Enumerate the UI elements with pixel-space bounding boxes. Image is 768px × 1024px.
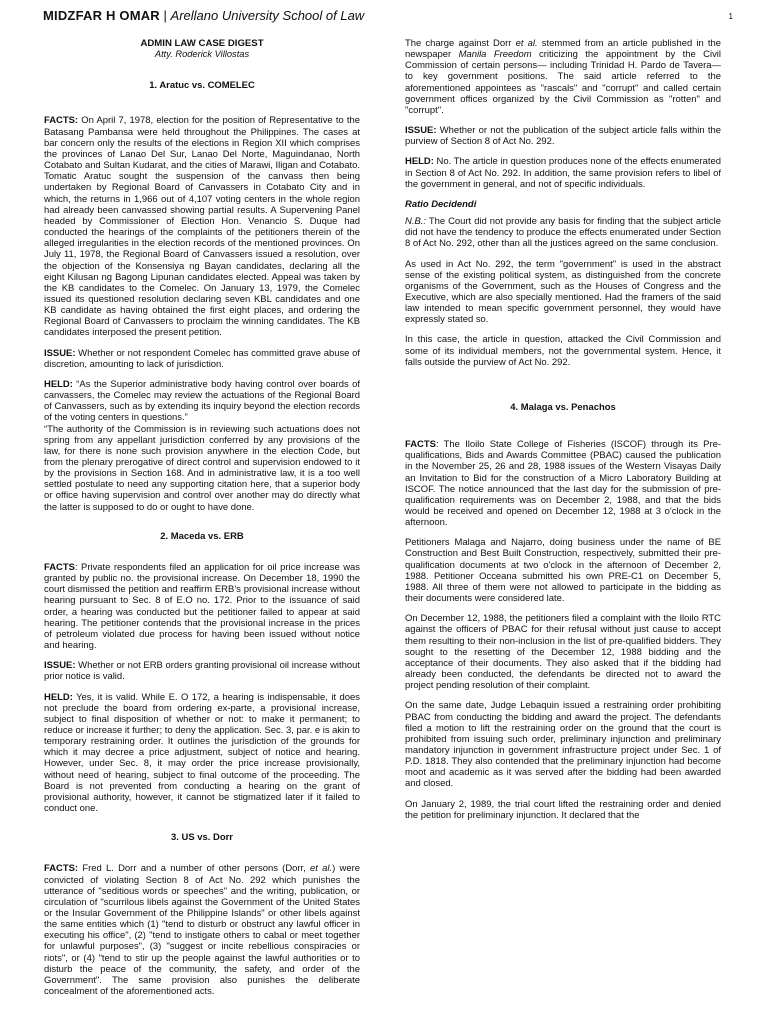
held-label: HELD: <box>405 156 434 168</box>
held-text: “As the Superior administrative body having control over boards of canvassers, the Comelec may review the actuations of the Regional Board of Canvassers, such as by extending its inquiry beyond the election records of the voting centers in questions.” <box>44 378 360 424</box>
case-4-facts-3: On December 12, 1988, the petitioners filed a complaint with the Iloilo RTC against the officers of PBAC for their refusal without just cause to accept them resulting to their non-inclusion in the list of pre-qualified bidders. They sought to the resetting of the December 12, 1988 bidding and the acceptance of their documents. They also asked that if the bidding had already been conducted, the defendants be directed not to award the project pending resolution of their complaint. <box>405 613 721 692</box>
document-subtitle: Atty. Roderick Villostas <box>154 49 250 60</box>
case-3-heading: 3. US vs. Dorr <box>171 832 233 844</box>
facts-text: : The Iloilo State College of Fisheries (ISCOF) through its Pre-qualifications, Bids and Awards Committee (PBAC) caused the publication in the November 25, 26 and 28, 1988 issues of the Western Visayas Daily an Invitation to Bid for the construction of a Micro Laboratory Building at ISCOF. The notice announced that the last day for the submission of pre-qualification requirements was on December 2, 1988, and that the bids would be received and opened on December 12, 1988 at 3 o'clock in the afternoon. <box>405 439 721 529</box>
case-2-heading: 2. Maceda vs. ERB <box>160 530 244 542</box>
issue-label: ISSUE: <box>44 660 76 672</box>
case-2-facts <box>44 562 360 651</box>
header-school: Arellano University School of Law <box>170 8 365 23</box>
case-2-issue <box>44 660 360 682</box>
et-al: et al. <box>515 38 538 49</box>
left-column <box>44 38 360 1006</box>
case-3-facts <box>44 863 360 997</box>
case-4-facts <box>405 439 721 528</box>
case-3-ratio-2: As used in Act No. 292, the term "government" is used in the abstract sense of the existing political system, as distinguished from the concrete organisms of the Government, such as the Houses of Congress and the Executive, which are also specially mentioned. Had the framers of the said law intended to mean specific government personnel, they would have expressly stated so. <box>405 258 721 326</box>
case-3-issue <box>405 125 721 147</box>
page-number: 1 <box>728 12 733 21</box>
document-title: ADMIN LAW CASE DIGEST <box>140 38 264 49</box>
case-4-facts-2: Petitioners Malaga and Najarro, doing business under the name of BE Construction and Best Built Construction, respectively, submitted their pre-qualification documents at two o'clock in the afternoon of December 2, 1988. Petitioner Occeana submitted his own PRE-C1 on December 5, 1988. All three of them were not allowed to participate in the bidding as their documents were considered late. <box>405 537 721 605</box>
case-3-nb <box>405 216 721 249</box>
document-title-block <box>44 38 360 60</box>
facts-label: FACTS: <box>44 863 79 875</box>
facts-text: On April 7, 1978, election for the position of Representative to the Batasang Pambansa were held throughout the Philippines. The cases at bar concern only the results of the elections in Region XII which comprises the provinces of Lanao Del Sur, Lanao Del Norte, Maguindanao, North Cotabato and Sultan Kudarat, and the cities of Marawi, Iligan and Cotabato. Tomatic Aratuc sought the suspension of the canvass then being undertaken by Regional Board of Canvassers in Cotabato City and in which, the returns in 1,966 out of 4,107 voting centers in the whole region had already been canvassed showing partial results. A Supervening Panel headed by Commissioner of Election Hon. Venancio S. Duque had conducted the hearings of the complaints of the petitioners therein of the alleged irregularities in the election records of the mentioned provinces. On July 11, 1978, the Regional Board of Canvassers issued a resolution, over the objection of the Konsensiya ng Bayan candidates, declaring all the eight Kilusan ng Bagong Lipunan candidates elected. Appeal was taken by the KB candidates to the Comelec. On January 13, 1979, the Comelec issued its questioned resolution declaring seven KBL candidates and one KB candidate as having obtained the first eight places, and ordering the Regional Board of Canvassers to proclaim the winning candidates. The KB candidates interposed the present petition. <box>44 115 360 339</box>
held-text: No. The article in question produces none of the effects enumerated in Section 8 of Act No. 292. In addition, the same provision refers to libel of the government in general, and not of specific individuals. <box>405 156 721 190</box>
held-label: HELD: <box>44 378 73 390</box>
case-1-held <box>44 379 360 424</box>
facts-text: Fred L. Dorr and a number of other persons (Dorr, <box>78 863 311 875</box>
held-label: HELD: <box>44 691 73 703</box>
header-author: MIDZFAR H OMAR <box>43 8 160 23</box>
charge-text-continued: stemmed from an article published in the newspaper <box>405 38 721 61</box>
charge-text-end: criticizing the appointment by the Civil Commission of certain persons— including Trinidad H. Pardo de Tavera— to key government positions. The said article referred to the aforementioned appointees as "rascals" and "corrupt" and called certain government offices organized by the Civil Commission as "rotten" and "corrupt". <box>405 49 721 116</box>
newspaper-name: Manila Freedom <box>458 49 532 61</box>
case-1-heading: 1. Aratuc vs. COMELEC <box>149 80 255 92</box>
issue-text: Whether or not respondent Comelec has committed grave abuse of discretion, amounting to lack of jurisdiction. <box>44 347 360 370</box>
facts-label: FACTS: <box>44 115 79 127</box>
case-1-facts <box>44 115 360 338</box>
facts-text: : Private respondents filed an application for oil price increase was granted by public no. the provisional increase. On December 18, 1990 the court dismissed the petition and reaffirm ERB’s provisional increase without hearing pursuant to Sec. 8 of E.O no. 172. Prior to the issuance of said order, a hearing was conducted but the petitioner failed to appear at said hearing. The petitioner contends that the provisional increase in the prices of petroleum violated due process for having been issued without notice and hearing. <box>44 561 360 652</box>
facts-label: FACTS <box>44 561 75 573</box>
et-al: et al. <box>310 863 333 875</box>
facts-label: FACTS <box>405 439 436 451</box>
case-3-charge <box>405 38 721 116</box>
case-4-facts-4: On the same date, Judge Lebaquin issued a restraining order prohibiting PBAC from conducting the bidding and award the project. The defendants filed a motion to lift the restraining order on the ground that the court is prohibited from issuing such order, preliminary injunction and preliminary mandatory injunction in government infrastructure project under Sec. 1 of P.D. 1818. They also contended that the preliminary injunction had become moot and academic as it was served after the bidding had been awarded and closed. <box>405 700 721 790</box>
charge-text: The charge against Dorr <box>405 38 516 49</box>
case-3-held <box>405 156 721 189</box>
facts-text-continued: ) were convicted of violating Section 8 of Act No. 292 which punishes the utterance of "seditious words or speeches" and the writing, publication, or circulation of "scurrilous libels against the Government of the United States or the Insular Government of the Philippine Islands" or other libels against the same entities which (1) "tend to disturb or obstruct any lawful officer in executing his office", (2) "tend to instigate others to cabal or meet together for unlawful purposes", (3) "suggest or incite rebellious conspiracies or riots", or (4) "tend to stir up the people against the lawful authorities or to disturb the peace of the community, the safety, and order of the Government". The same provision also punishes the deliberate concealment of the aforementioned acts. <box>44 863 360 998</box>
case-4-heading: 4. Malaga vs. Penachos <box>510 401 616 413</box>
case-4-facts-5: On January 2, 1989, the trial court lifted the restraining order and denied the petition for preliminary injunction. It declared that the <box>405 798 721 821</box>
nb-label: N.B.: <box>405 216 426 228</box>
issue-label: ISSUE: <box>405 125 437 137</box>
held-text: Yes, it is valid. While E. O 172, a hearing is indispensable, it does not preclude the board from ordering ex-parte, a provisional increase, subject to final disposition of whether or not: to make it permanent; to reduce or increase it further; to deny the application. Sec. 3, par. e is akin to temporary restraining order. It outlines the jurisdiction of the grounds for which it may decree a price adjustment, subject of notice and hearing. However, under Sec. 8, it may order the price increase provisionally, without need of hearing, subject to final outcome of the proceeding. The Board is not prevented from conducting a hearing on the grant of provisional authority, however, it cannot be stigmatized later if it failed to conduct one. <box>44 691 360 815</box>
case-1-held-continued: “The authority of the Commission is in reviewing such actuations does not spring from any appellant jurisdiction conferred by any provisions of the law, for there is none such provision anywhere in the election Code, but from the plenary prerogative of direct control and supervision endowed to it by the provisions in Section 168. And in administrative law, it is a too well settled postulate to need any supporting citation here, that a superior body or office having supervision and control over another may do directly what the latter is supposed to do or ought to have done. <box>44 423 360 513</box>
ratio-decidendi-heading: Ratio Decidendi <box>405 198 477 210</box>
issue-text: Whether or not ERB orders granting provisional oil increase without prior notice is valid. <box>44 660 360 683</box>
header-separator: | <box>163 8 167 23</box>
case-1-issue <box>44 348 360 370</box>
case-3-ratio-3: In this case, the article in question, attacked the Civil Commission and some of its individual members, not the governmental system. Hence, it falls outside the purview of Act No. 292. <box>405 334 721 368</box>
right-column <box>405 38 721 830</box>
issue-text: Whether or not the publication of the subject article falls within the purview of Section 8 of Act No. 292. <box>405 125 721 148</box>
case-2-held <box>44 692 360 815</box>
header-title <box>43 8 364 23</box>
issue-label: ISSUE: <box>44 347 76 359</box>
page-header <box>43 8 733 28</box>
nb-text: The Court did not provide any basis for finding that the subject article did not have the tendency to produce the effects enumerated under Section 8 of Act No. 292, other than all the justices agreed on the same conclusion. <box>405 216 721 250</box>
